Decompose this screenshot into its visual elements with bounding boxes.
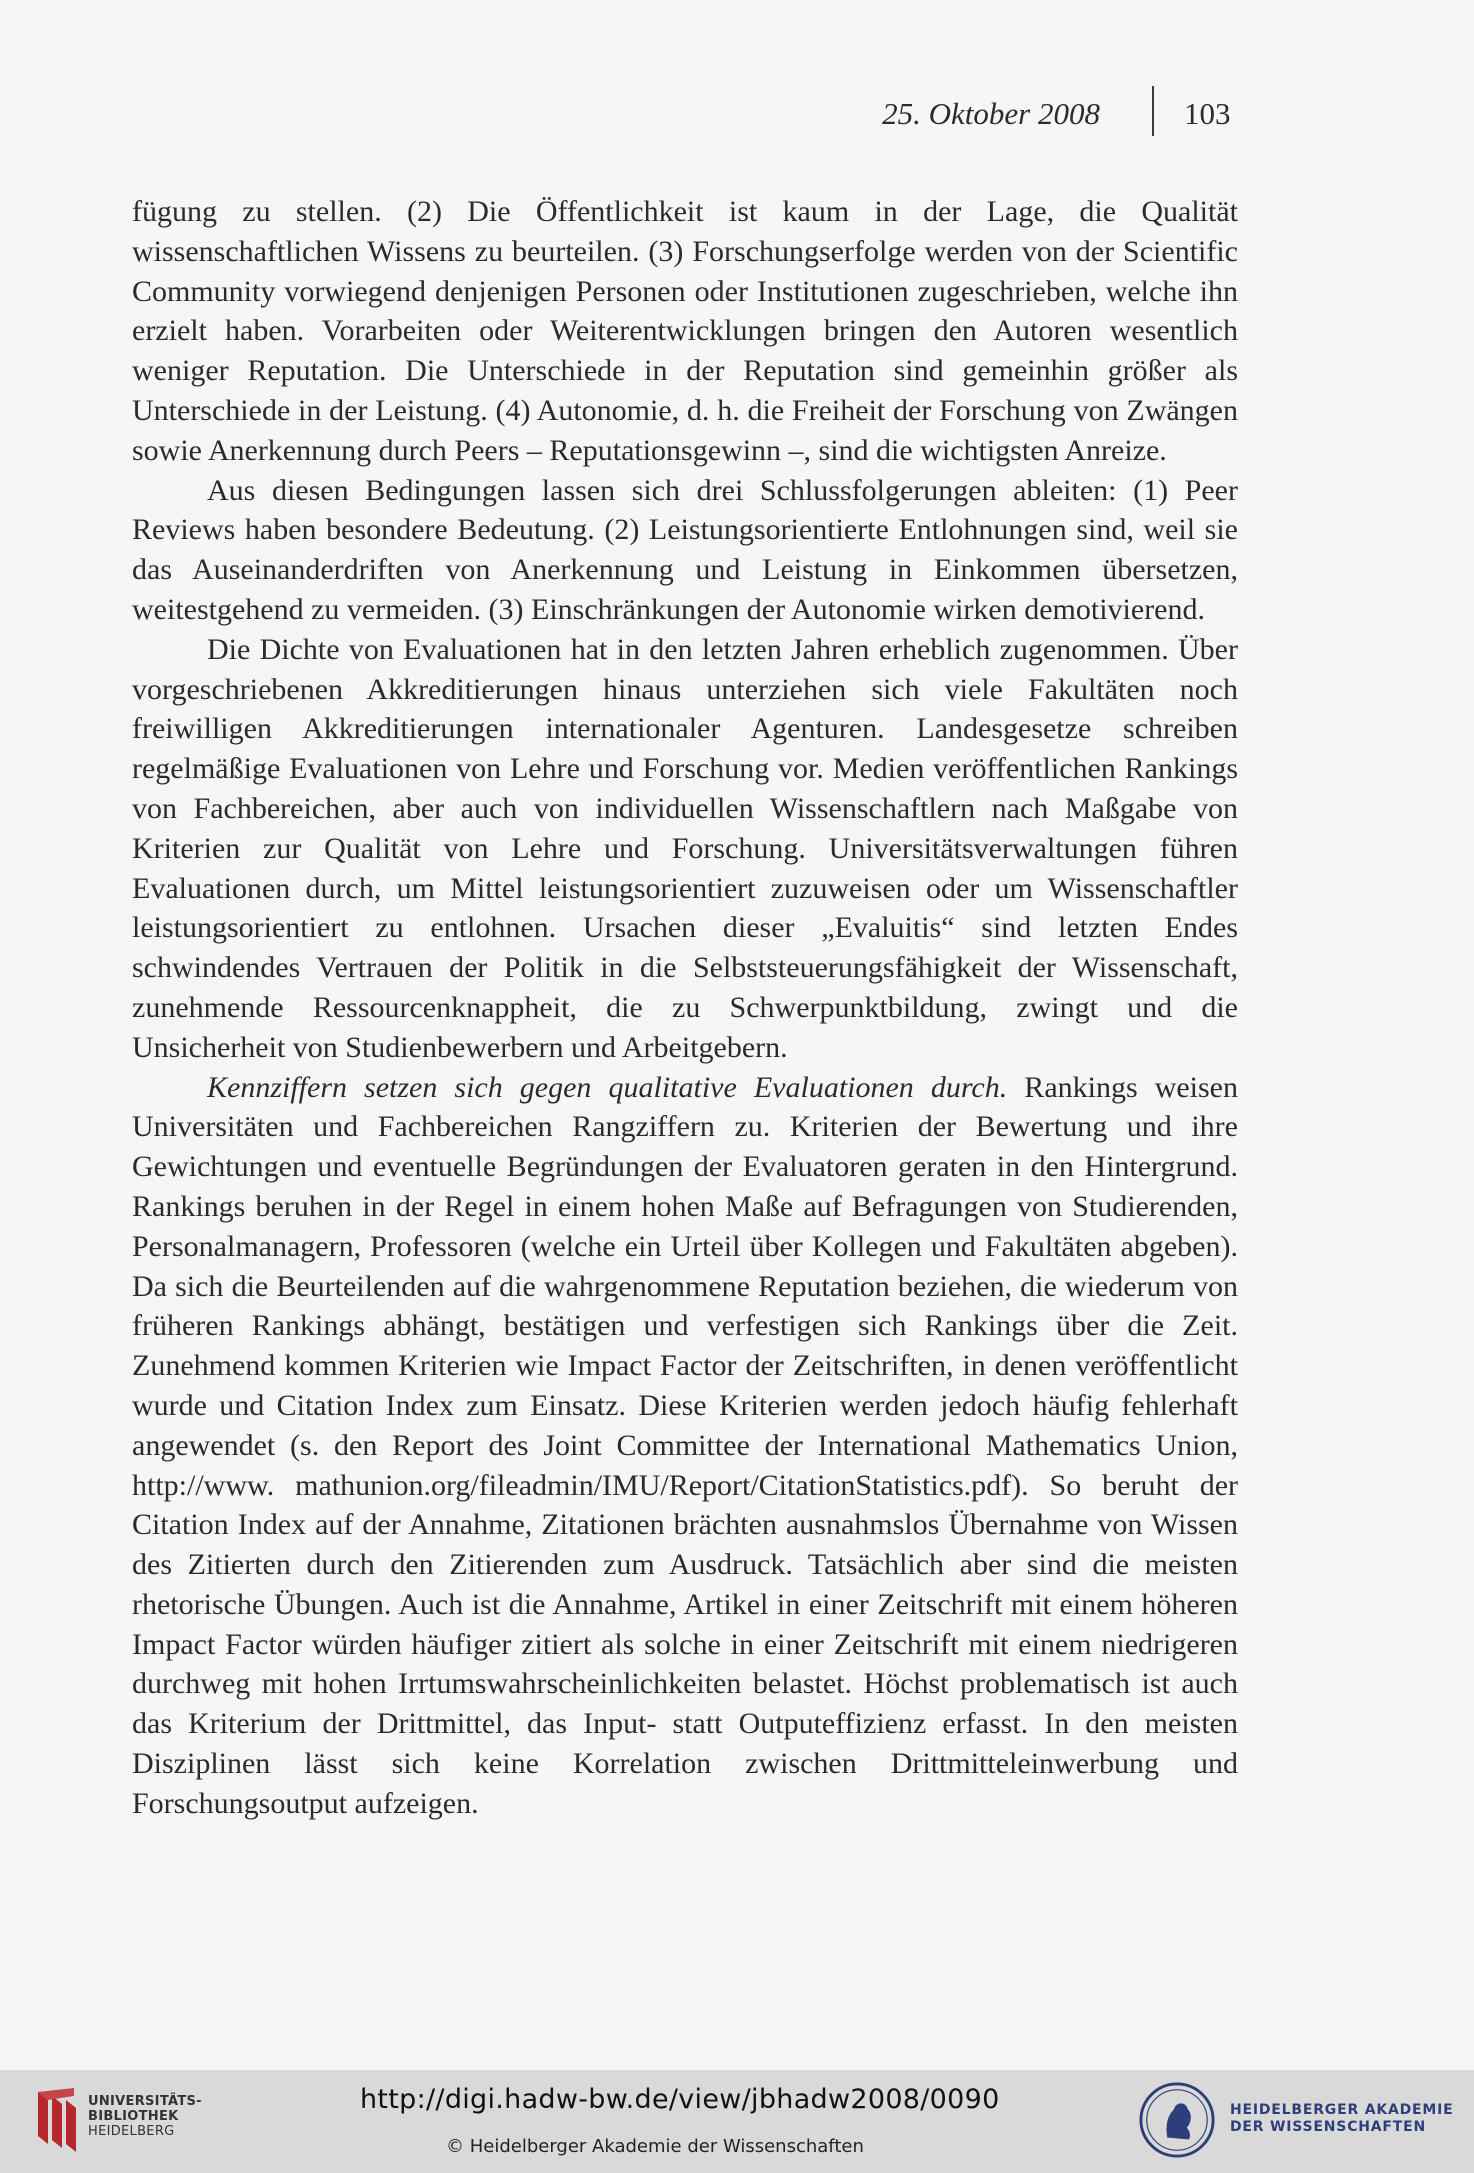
academy-seal-icon (1138, 2080, 1216, 2160)
academy-name (1230, 2102, 1454, 2136)
copyright-notice: © Heidelberger Akademie der Wissenschaften (446, 2136, 864, 2157)
paragraph-text: fügung zu stellen. (2) Die Öffentlichkeit ist kaum in der Lage, die Qualität wissenschaftlichen Wissens zu beurteilen. (3) Forschungserfolge werden von der Scientific Community vorwiegend denjenigen Personen oder Institutionen zugeschrieben, welche ihn erzielt haben. Vorarbeiten oder Weiterentwicklungen bringen den Autoren wesentlich weniger Reputation. Die Unterschiede in der Reputation sind gemeinhin größer als Unterschiede in der Leistung. (4) Autonomie, d. h. die Freiheit der Forschung von Zwängen sowie Anerkennung durch Peers – Reputationsgewinn –, sind die wichtigsten Anreize. (132, 195, 1238, 467)
body-text (132, 192, 1238, 1824)
university-library-logo-icon (30, 2086, 82, 2156)
paragraph-italic-lead: Kennziffern setzen sich gegen qualitative Evaluationen durch. (207, 1070, 1008, 1104)
ub-line-3: HEIDELBERG (88, 2124, 175, 2139)
running-header (860, 92, 1240, 132)
academy-line-2: DER WISSENSCHAFTEN (1230, 2119, 1427, 2135)
ub-line-1: UNIVERSITÄTS- (88, 2094, 202, 2109)
academy-line-1: HEIDELBERGER AKADEMIE (1230, 2102, 1454, 2118)
paragraph-text: Aus diesen Bedingungen lassen sich drei Schlussfolgerungen ableiten: (1) Peer Reviews haben besondere Bedeutung. (2) Leistungsorientierte Entlohnungen sind, weil sie das Auseinanderdriften von Anerkennung und Leistung in Einkommen übersetzen, weitestgehend zu vermeiden. (3) Einschränkungen der Autonomie wirken demotivierend. (132, 473, 1238, 626)
paragraph (132, 630, 1238, 1068)
paragraph (132, 192, 1238, 471)
paragraph (132, 1068, 1238, 1824)
viewer-footer (0, 2070, 1474, 2173)
header-date: 25. Oktober 2008 (882, 96, 1100, 131)
header-divider (1152, 86, 1154, 136)
university-library-name (88, 2094, 202, 2139)
paragraph-text: Die Dichte von Evaluationen hat in den letzten Jahren erheblich zugenommen. Über vorgeschriebenen Akkreditierungen hinaus unterziehen sich viele Fakultäten noch freiwilligen Akkreditierungen internationaler Agenturen. Landesgesetze schreiben regelmäßige Evaluationen von Lehre und Forschung vor. Medien veröffentlichen Rankings von Fachbereichen, aber auch von individuellen Wissenschaftlern nach Maßgabe von Kriterien zur Qualität von Lehre und Forschung. Universitätsverwaltungen führen Evaluationen durch, um Mittel leistungsorientiert zuzuweisen oder um Wissenschaftler leistungsorientiert zu entlohnen. Ursachen dieser „Evaluitis“ sind letzten Endes schwindendes Vertrauen der Politik in die Selbststeuerungsfähigkeit der Wissenschaft, zunehmende Ressourcenknappheit, die zu Schwerpunktbildung, zwingt und die Unsicherheit von Studienbewerbern und Arbeitgebern. (132, 632, 1238, 1064)
ub-line-2: BIBLIOTHEK (88, 2109, 179, 2124)
page-number: 103 (1184, 96, 1231, 131)
paragraph (132, 471, 1238, 630)
permalink-url[interactable]: http://digi.hadw-bw.de/view/jbhadw2008/0090 (360, 2084, 1000, 2115)
paragraph-text: Rankings weisen Universitäten und Fachbereichen Rangziffern zu. Kriterien der Bewertung und ihre Gewichtungen und eventuelle Begründungen der Evaluatoren geraten in den Hintergrund. Rankings beruhen in der Regel in einem hohen Maße auf Befragungen von Studierenden, Personalmanagern, Professoren (welche ein Urteil über Kollegen und Fakultäten abgeben). Da sich die Beurteilenden auf die wahrgenommene Reputation beziehen, die wiederum von früheren Rankings abhängt, bestätigen und verfestigen sich Rankings über die Zeit. Zunehmend kommen Kriterien wie Impact Factor der Zeitschriften, in denen veröffentlicht wurde und Citation Index zum Einsatz. Diese Kriterien werden jedoch häufig fehlerhaft angewendet (s. den Report des Joint Committee der International Mathematics Union, http://www. mathunion.org/fileadmin/IMU/Report/CitationStatistics.pdf). So beruht der Citation Index auf der Annahme, Zitationen brächten ausnahmslos Übernahme von Wissen des Zitierten durch den Zitierenden zum Ausdruck. Tatsächlich aber sind die meisten rhetorische Übungen. Auch ist die Annahme, Artikel in einer Zeitschrift mit einem höheren Impact Factor würden häufiger zitiert als solche in einer Zeitschrift mit einem niedrigeren durchweg mit hohen Irrtumswahrscheinlichkeiten belastet. Höchst problematisch ist auch das Kriterium der Drittmittel, das Input- statt Outputeffizienz erfasst. In den meisten Disziplinen lässt sich keine Korrelation zwischen Drittmitteleinwerbung und Forschungsoutput aufzeigen. (132, 1070, 1238, 1820)
